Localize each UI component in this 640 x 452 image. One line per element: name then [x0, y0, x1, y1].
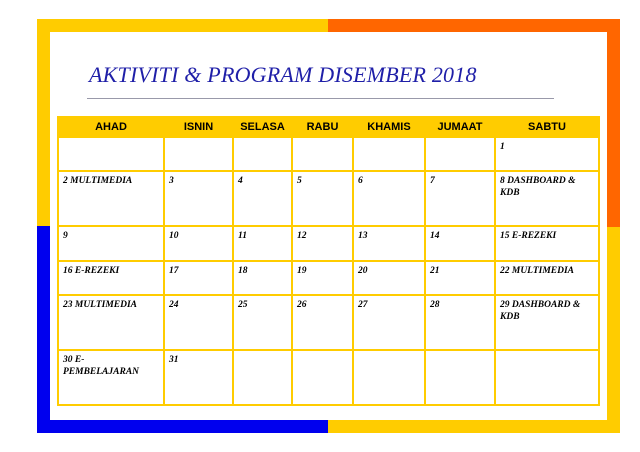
calendar-day-cell: 16 E-REZEKI [58, 261, 164, 295]
calendar-day-cell [292, 137, 353, 171]
calendar-day-cell [233, 137, 292, 171]
frame-top-orange-bar [328, 19, 620, 32]
calendar-day-cell [353, 350, 425, 405]
calendar-day-cell: 18 [233, 261, 292, 295]
calendar-week-row [58, 261, 599, 295]
calendar-day-cell [164, 137, 233, 171]
day-header-ahad: AHAD [58, 117, 164, 137]
calendar-day-cell: 31 [164, 350, 233, 405]
calendar-week-row [58, 171, 599, 226]
calendar-day-cell [58, 137, 164, 171]
frame-left-yellow-bar [37, 19, 50, 226]
calendar-day-cell [495, 350, 599, 405]
calendar-week-row [58, 226, 599, 260]
calendar-day-cell: 24 [164, 295, 233, 350]
calendar-table [57, 116, 600, 406]
calendar-day-cell: 11 [233, 226, 292, 260]
day-header-isnin: ISNIN [164, 117, 233, 137]
frame-bottom-blue-bar [37, 420, 328, 433]
calendar-day-cell: 9 [58, 226, 164, 260]
day-header-selasa: SELASA [233, 117, 292, 137]
calendar-day-cell: 2 MULTIMEDIA [58, 171, 164, 226]
calendar-week-row [58, 137, 599, 171]
calendar-day-cell: 5 [292, 171, 353, 226]
calendar-week-row [58, 350, 599, 405]
frame-bottom-yellow-bar [328, 420, 620, 433]
calendar-day-cell: 28 [425, 295, 495, 350]
frame-right-orange-bar [607, 19, 620, 227]
calendar-day-cell: 6 [353, 171, 425, 226]
calendar-day-cell: 25 [233, 295, 292, 350]
frame-top-yellow-bar [37, 19, 328, 32]
calendar-day-cell: 10 [164, 226, 233, 260]
calendar-week-row [58, 295, 599, 350]
calendar-day-cell [292, 350, 353, 405]
calendar-day-cell: 12 [292, 226, 353, 260]
calendar-day-cell: 20 [353, 261, 425, 295]
day-header-khamis: KHAMIS [353, 117, 425, 137]
calendar-day-cell: 21 [425, 261, 495, 295]
frame-right-yellow-bar [607, 227, 620, 433]
calendar-day-cell: 14 [425, 226, 495, 260]
calendar-day-cell: 15 E-REZEKI [495, 226, 599, 260]
calendar-day-cell: 29 DASHBOARD & KDB [495, 295, 599, 350]
calendar-day-cell: 22 MULTIMEDIA [495, 261, 599, 295]
calendar-day-cell [425, 137, 495, 171]
day-header-rabu: RABU [292, 117, 353, 137]
calendar-day-cell: 26 [292, 295, 353, 350]
calendar-day-cell: 19 [292, 261, 353, 295]
frame-left-blue-bar [37, 226, 50, 433]
day-header-sabtu: SABTU [495, 117, 599, 137]
page-title: AKTIVITI & PROGRAM DISEMBER 2018 [89, 62, 477, 87]
calendar-day-cell: 4 [233, 171, 292, 226]
calendar-day-cell [425, 350, 495, 405]
calendar-day-cell [233, 350, 292, 405]
day-header-jumaat: JUMAAT [425, 117, 495, 137]
calendar-header-row [58, 117, 599, 137]
title-underline [87, 98, 554, 99]
calendar-day-cell: 23 MULTIMEDIA [58, 295, 164, 350]
calendar-day-cell: 13 [353, 226, 425, 260]
calendar-day-cell: 27 [353, 295, 425, 350]
calendar-day-cell: 17 [164, 261, 233, 295]
calendar-day-cell [353, 137, 425, 171]
calendar-day-cell: 1 [495, 137, 599, 171]
calendar-day-cell: 30 E-PEMBELAJARAN [58, 350, 164, 405]
calendar-day-cell: 8 DASHBOARD & KDB [495, 171, 599, 226]
calendar-day-cell: 3 [164, 171, 233, 226]
calendar-day-cell: 7 [425, 171, 495, 226]
